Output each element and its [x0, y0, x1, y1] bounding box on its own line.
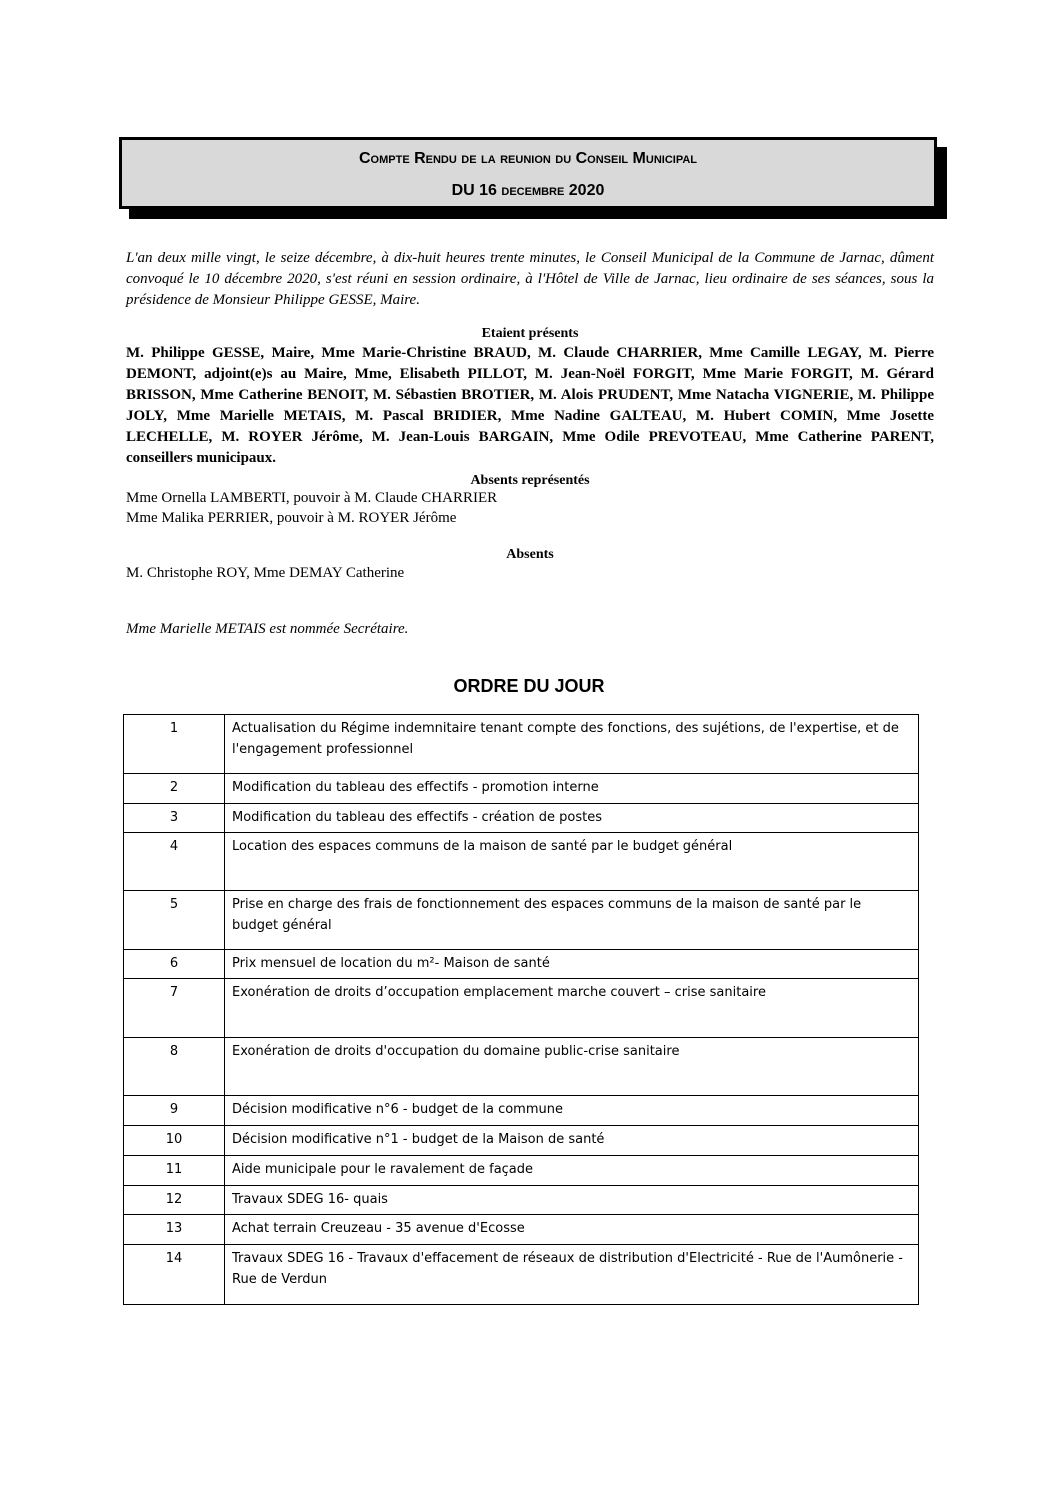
agenda-item-number: 4 — [124, 833, 225, 891]
represented-heading: Absents représentés — [470, 473, 590, 488]
table-row — [124, 774, 919, 804]
agenda-item-number: 8 — [124, 1038, 225, 1096]
agenda-item-label: Prise en charge des frais de fonctionnement des espaces communs de la maison de santé par le budget général — [225, 891, 919, 950]
absents-heading: Absents — [506, 547, 554, 562]
agenda-item-label: Achat terrain Creuzeau - 35 avenue d'Ecosse — [225, 1215, 919, 1245]
agenda-item-number: 5 — [124, 891, 225, 950]
agenda-table — [123, 714, 919, 1305]
title-box — [119, 137, 937, 209]
secretary-line: Mme Marielle METAIS est nommée Secrétaire. — [126, 621, 409, 637]
table-row — [124, 804, 919, 833]
table-row — [124, 715, 919, 774]
agenda-item-number: 7 — [124, 979, 225, 1038]
agenda-item-number: 10 — [124, 1126, 225, 1156]
absents-list: M. Christophe ROY, Mme DEMAY Catherine — [126, 565, 405, 581]
agenda-item-label: Exonération de droits d’occupation emplacement marche couvert – crise sanitaire — [225, 979, 919, 1038]
agenda-item-number: 6 — [124, 950, 225, 979]
agenda-item-label: Décision modificative n°1 - budget de la Maison de santé — [225, 1126, 919, 1156]
table-row — [124, 950, 919, 979]
agenda-item-label: Actualisation du Régime indemnitaire tenant compte des fonctions, des sujétions, de l'expertise, et de l'engagement professionnel — [225, 715, 919, 774]
presents-heading: Etaient présents — [481, 326, 579, 341]
document-date: DU 16 decembre 2020 — [451, 182, 605, 199]
table-row — [124, 979, 919, 1038]
agenda-item-label: Exonération de droits d'occupation du domaine public-crise sanitaire — [225, 1038, 919, 1096]
agenda-item-number: 1 — [124, 715, 225, 774]
agenda-item-label: Aide municipale pour le ravalement de façade — [225, 1156, 919, 1186]
document-title: Compte Rendu de la reunion du Conseil Municipal — [358, 150, 698, 167]
agenda-item-number: 3 — [124, 804, 225, 833]
intro-paragraph: L'an deux mille vingt, le seize décembre, à dix-huit heures trente minutes, le Conseil Municipal de la Commune de Jarnac, dûment convoqué le 10 décembre 2020, s'est réuni en session ordinaire, à l'Hôtel de Ville de Jarnac, lieu ordinaire de ses séances, sous la présidence de Monsieur Philippe GESSE, Maire. — [126, 250, 934, 308]
table-row — [124, 1156, 919, 1186]
table-row — [124, 1096, 919, 1126]
agenda-item-label: Décision modificative n°6 - budget de la commune — [225, 1096, 919, 1126]
agenda-item-label: Travaux SDEG 16- quais — [225, 1186, 919, 1215]
agenda-item-number: 12 — [124, 1186, 225, 1215]
agenda-item-label: Travaux SDEG 16 - Travaux d'effacement de réseaux de distribution d'Electricité - Rue de l'Aumônerie - Rue de Verdun — [225, 1245, 919, 1305]
agenda-item-number: 13 — [124, 1215, 225, 1245]
agenda-item-number: 2 — [124, 774, 225, 804]
agenda-item-label: Location des espaces communs de la maison de santé par le budget général — [225, 833, 919, 891]
table-row — [124, 1245, 919, 1305]
agenda-item-number: 9 — [124, 1096, 225, 1126]
table-row — [124, 1215, 919, 1245]
agenda-item-number: 11 — [124, 1156, 225, 1186]
table-row — [124, 833, 919, 891]
table-row — [124, 1038, 919, 1096]
agenda-item-label: Modification du tableau des effectifs - création de postes — [225, 804, 919, 833]
table-row — [124, 891, 919, 950]
agenda-title: ORDRE DU JOUR — [453, 676, 605, 696]
table-row — [124, 1186, 919, 1215]
represented-line-1: Mme Ornella LAMBERTI, pouvoir à M. Claude CHARRIER — [126, 490, 498, 506]
agenda-item-label: Prix mensuel de location du m²- Maison de santé — [225, 950, 919, 979]
table-row — [124, 1126, 919, 1156]
presents-list: M. Philippe GESSE, Maire, Mme Marie-Christine BRAUD, M. Claude CHARRIER, Mme Camille LEGAY, M. Pierre DEMONT, adjoint(e)s au Maire, Mme, Elisabeth PILLOT, M. Jean-Noël FORGIT, Mme Marie FORGIT, M. Gérard BRISSON, Mme Catherine BENOIT, M. Sébastien BROTIER, M. Alois PRUDENT, Mme Natacha VIGNERIE, M. Philippe JOLY, Mme Marielle METAIS, M. Pascal BRIDIER, Mme Nadine GALTEAU, M. Hubert COMIN, Mme Josette LECHELLE, M. ROYER Jérôme, M. Jean-Louis BARGAIN, Mme Odile PREVOTEAU, Mme Catherine PARENT, conseillers municipaux. — [126, 345, 934, 466]
agenda-item-label: Modification du tableau des effectifs - promotion interne — [225, 774, 919, 804]
agenda-item-number: 14 — [124, 1245, 225, 1305]
represented-line-2: Mme Malika PERRIER, pouvoir à M. ROYER Jérôme — [126, 510, 457, 526]
